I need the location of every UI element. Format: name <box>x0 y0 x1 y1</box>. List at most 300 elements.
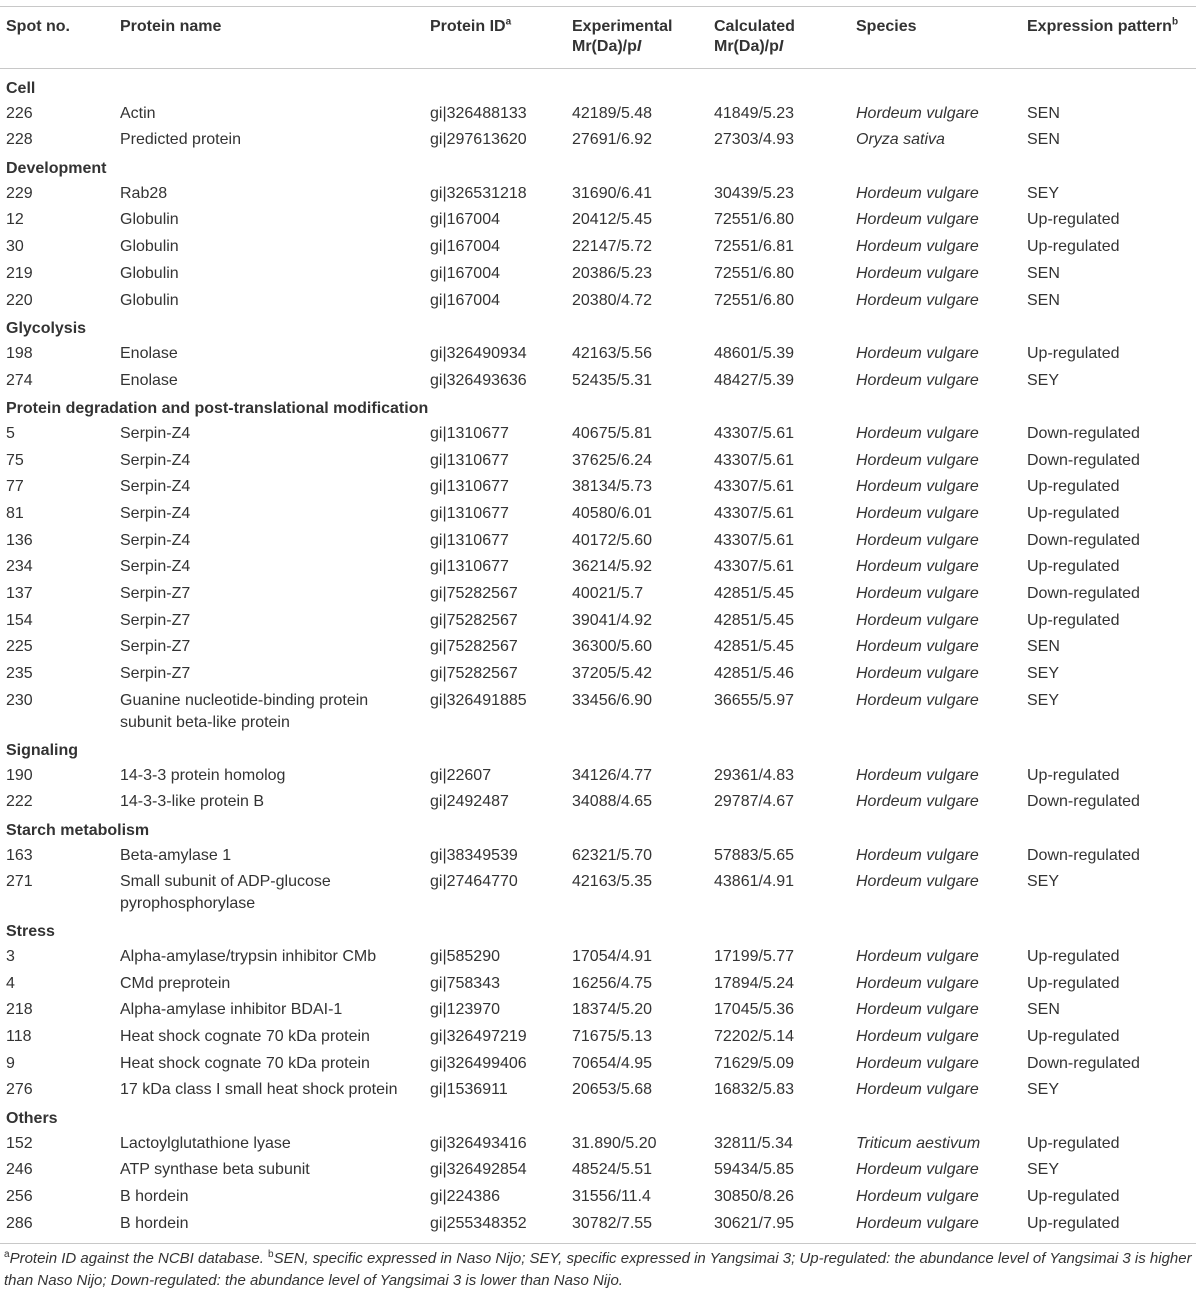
section-title: Stress <box>6 923 55 941</box>
table-row <box>0 127 1196 154</box>
cell-protein-name: Heat shock cognate 70 kDa protein <box>120 1028 370 1045</box>
cell-experimental-mr-pi: 37205/5.42 <box>572 665 653 683</box>
cell-protein-name: Enolase <box>120 371 178 389</box>
cell-protein-name: Serpin-Z4 <box>120 505 191 522</box>
cell-protein-id: gi|1536911 <box>430 1081 508 1099</box>
cell-experimental-mr-pi: 31690/6.41 <box>572 184 653 202</box>
cell-protein-id: gi|27464770 <box>430 873 518 891</box>
cell-species: Hordeum vulgare <box>856 585 979 603</box>
cell-protein-id: gi|75282567 <box>430 585 518 603</box>
cell-species: Hordeum vulgare <box>856 558 979 576</box>
cell-experimental-mr-pi: 40172/5.60 <box>572 531 653 549</box>
cell-spot-no: 246 <box>6 1161 33 1179</box>
cell-calculated-mr-pi: 43307/5.61 <box>714 531 795 549</box>
cell-species: Hordeum vulgare <box>856 1081 979 1099</box>
cell-spot-no: 75 <box>6 451 24 469</box>
cell-spot-no: 154 <box>6 611 33 629</box>
cell-spot-no: 226 <box>6 104 33 122</box>
cell-species: Hordeum vulgare <box>856 184 979 202</box>
cell-spot-no: 163 <box>6 846 33 864</box>
table-row <box>0 1184 1196 1211</box>
cell-expression-pattern: Up-regulated <box>1027 238 1120 256</box>
cell-spot-no: 219 <box>6 264 33 282</box>
cell-calculated-mr-pi: 16832/5.83 <box>714 1081 795 1099</box>
cell-spot-no: 271 <box>6 873 33 891</box>
cell-experimental-mr-pi: 70654/4.95 <box>572 1054 653 1072</box>
cell-spot-no: 152 <box>6 1134 33 1152</box>
table-row <box>0 234 1196 261</box>
cell-calculated-mr-pi: 43861/4.91 <box>714 873 795 891</box>
cell-experimental-mr-pi: 48524/5.51 <box>572 1161 653 1179</box>
cell-protein-name: Serpin-Z7 <box>120 611 191 629</box>
cell-expression-pattern: Down-regulated <box>1027 585 1140 603</box>
table-row <box>0 1131 1196 1158</box>
cell-calculated-mr-pi: 72551/6.81 <box>714 238 795 256</box>
header-spot: Spot no. <box>0 7 114 69</box>
table-row <box>0 261 1196 288</box>
cell-spot-no: 225 <box>6 638 33 656</box>
table-row <box>0 1024 1196 1051</box>
cell-expression-pattern: Up-regulated <box>1027 1188 1120 1206</box>
table-row <box>0 1051 1196 1078</box>
cell-calculated-mr-pi: 17199/5.77 <box>714 947 795 965</box>
cell-expression-pattern: SEY <box>1027 184 1060 202</box>
cell-protein-name: Globulin <box>120 264 179 282</box>
header-protein-id: Protein $ID^a$ <box>424 7 566 69</box>
cell-protein-id: gi|1310677 <box>430 424 509 442</box>
table-row <box>0 448 1196 475</box>
cell-species: Hordeum vulgare <box>856 478 979 496</box>
cell-protein-id: gi|1310677 <box>430 505 509 522</box>
cell-expression-pattern: SEY <box>1027 1161 1060 1179</box>
cell-spot-no: 228 <box>6 131 33 149</box>
table-row <box>0 207 1196 234</box>
cell-spot-no: 3 <box>6 947 15 965</box>
section-title: Signaling <box>6 741 78 759</box>
cell-species: Hordeum vulgare <box>856 211 979 229</box>
cell-species: Hordeum vulgare <box>856 1054 979 1072</box>
cell-calculated-mr-pi: 30439/5.23 <box>714 184 795 202</box>
cell-expression-pattern: Up-regulated <box>1027 1214 1120 1232</box>
table-row <box>0 368 1196 395</box>
cell-expression-pattern: Up-regulated <box>1027 344 1120 362</box>
cell-protein-name: Serpin-Z7 <box>120 638 191 656</box>
section-row <box>0 69 1196 101</box>
cell-protein-id: gi|326493416 <box>430 1134 527 1152</box>
cell-experimental-mr-pi: 31556/11.4 <box>572 1188 651 1206</box>
cell-protein-id: gi|75282567 <box>430 638 518 656</box>
cell-calculated-mr-pi: 57883/5.65 <box>714 846 795 864</box>
cell-protein-id: gi|167004 <box>430 291 500 309</box>
cell-spot-no: 12 <box>6 211 24 229</box>
cell-species: Hordeum vulgare <box>856 291 979 309</box>
cell-species: Hordeum vulgare <box>856 531 979 549</box>
cell-species: Hordeum vulgare <box>856 505 979 522</box>
cell-spot-no: 286 <box>6 1214 33 1232</box>
cell-calculated-mr-pi: 43307/5.61 <box>714 478 795 496</box>
cell-expression-pattern: Up-regulated <box>1027 211 1120 229</box>
cell-calculated-mr-pi: 43307/5.61 <box>714 558 795 576</box>
table-body <box>0 69 1196 1242</box>
cell-protein-id: gi|1310677 <box>430 531 509 549</box>
cell-spot-no: 274 <box>6 371 33 389</box>
cell-spot-no: 81 <box>6 505 24 522</box>
table-row <box>0 101 1196 128</box>
cell-experimental-mr-pi: 52435/5.31 <box>572 371 653 389</box>
cell-expression-pattern: SEN <box>1027 291 1060 309</box>
cell-spot-no: 256 <box>6 1188 33 1206</box>
cell-expression-pattern: Down-regulated <box>1027 531 1140 549</box>
header-experimental: Experimental Mr(Da)/pI <box>566 7 708 69</box>
cell-experimental-mr-pi: 38134/5.73 <box>572 478 653 496</box>
cell-protein-id: gi|585290 <box>430 947 500 965</box>
cell-spot-no: 137 <box>6 585 33 603</box>
cell-protein-name: Serpin-Z4 <box>120 478 191 496</box>
cell-protein-name: Alpha-amylase inhibitor BDAI-1 <box>120 1001 343 1019</box>
cell-calculated-mr-pi: 59434/5.85 <box>714 1161 795 1179</box>
cell-calculated-mr-pi: 48427/5.39 <box>714 371 795 389</box>
cell-expression-pattern: Up-regulated <box>1027 611 1120 629</box>
cell-protein-id: gi|2492487 <box>430 793 509 811</box>
cell-protein-name: Globulin <box>120 291 179 309</box>
cell-protein-id: gi|1310677 <box>430 558 509 576</box>
cell-protein-id: gi|758343 <box>430 974 500 992</box>
cell-protein-name: Globulin <box>120 211 179 229</box>
cell-protein-id: gi|167004 <box>430 211 500 229</box>
section-title: Protein degradation and post-translational modification <box>6 400 429 418</box>
cell-calculated-mr-pi: 71629/5.09 <box>714 1054 795 1072</box>
cell-calculated-mr-pi: 17045/5.36 <box>714 1001 795 1019</box>
table-header <box>0 7 1196 69</box>
cell-calculated-mr-pi: 30850/8.26 <box>714 1188 795 1206</box>
cell-protein-name: CMd preprotein <box>120 974 231 992</box>
cell-protein-name: Heat shock cognate 70 kDa protein <box>120 1054 370 1072</box>
table-row <box>0 554 1196 581</box>
cell-calculated-mr-pi: 36655/5.97 <box>714 691 795 709</box>
cell-spot-no: 4 <box>6 974 15 992</box>
cell-expression-pattern: Up-regulated <box>1027 505 1120 522</box>
table-row <box>0 288 1196 315</box>
section-row <box>0 394 1196 421</box>
cell-calculated-mr-pi: 32811/5.34 <box>714 1134 793 1152</box>
cell-protein-id: gi|1310677 <box>430 451 509 469</box>
cell-species: Hordeum vulgare <box>856 766 979 784</box>
cell-spot-no: 77 <box>6 478 24 496</box>
table-row <box>0 634 1196 661</box>
cell-experimental-mr-pi: 34088/4.65 <box>572 793 653 811</box>
cell-calculated-mr-pi: 42851/5.45 <box>714 638 795 656</box>
cell-expression-pattern: Up-regulated <box>1027 1028 1120 1045</box>
section-row <box>0 1104 1196 1131</box>
cell-calculated-mr-pi: 72551/6.80 <box>714 291 795 309</box>
cell-protein-name: Beta-amylase 1 <box>120 846 232 864</box>
table-row <box>0 528 1196 555</box>
section-title: Development <box>6 160 107 178</box>
cell-expression-pattern: SEN <box>1027 638 1060 656</box>
section-title: Starch metabolism <box>6 821 150 839</box>
cell-spot-no: 9 <box>6 1054 15 1072</box>
header-expression-pattern: Expression pattern$^b$ <box>1021 7 1196 69</box>
cell-protein-id: gi|167004 <box>430 238 500 256</box>
cell-expression-pattern: Up-regulated <box>1027 478 1120 496</box>
cell-expression-pattern: Up-regulated <box>1027 558 1120 576</box>
header-calculated: Calculated Mr(Da)/pI <box>708 7 850 69</box>
cell-protein-id: gi|167004 <box>430 264 500 282</box>
section-row <box>0 816 1196 843</box>
cell-protein-name: Enolase <box>120 344 178 362</box>
cell-spot-no: 230 <box>6 691 33 709</box>
cell-calculated-mr-pi: 48601/5.39 <box>714 344 795 362</box>
cell-protein-name: B hordein <box>120 1214 189 1232</box>
cell-calculated-mr-pi: 17894/5.24 <box>714 974 795 992</box>
cell-protein-id: gi|75282567 <box>430 611 518 629</box>
cell-experimental-mr-pi: 27691/6.92 <box>572 131 653 149</box>
protein-table <box>0 6 1196 1242</box>
section-row <box>0 736 1196 763</box>
table-row <box>0 688 1196 736</box>
cell-protein-id: gi|297613620 <box>430 131 527 149</box>
cell-experimental-mr-pi: 42163/5.35 <box>572 873 653 891</box>
cell-experimental-mr-pi: 39041/4.92 <box>572 611 653 629</box>
cell-species: Hordeum vulgare <box>856 344 979 362</box>
table-row <box>0 608 1196 635</box>
cell-species: Hordeum vulgare <box>856 873 979 891</box>
cell-species: Hordeum vulgare <box>856 846 979 864</box>
table-footnote: $^a$Protein ID against the NCBI database. $^b$SEN, specific expressed in Naso Nijo; SEY, specific expressed in Yangsimai 3; Up-regulated: the abundance level of Yangsimai 3 is higher than Naso Nijo; Down-regulated: the abundance level of Yangsimai 3 is lower than Naso Nijo. <box>4 1249 1192 1289</box>
cell-protein-id: gi|326497219 <box>430 1028 527 1045</box>
table-row <box>0 474 1196 501</box>
cell-species: Hordeum vulgare <box>856 638 979 656</box>
cell-expression-pattern: SEY <box>1027 1081 1060 1099</box>
cell-species: Hordeum vulgare <box>856 793 979 811</box>
cell-spot-no: 198 <box>6 344 33 362</box>
cell-experimental-mr-pi: 34126/4.77 <box>572 766 653 784</box>
table-row <box>0 944 1196 971</box>
cell-expression-pattern: SEY <box>1027 665 1060 683</box>
cell-experimental-mr-pi: 20412/5.45 <box>572 211 653 229</box>
cell-expression-pattern: SEY <box>1027 691 1060 709</box>
cell-protein-name: Serpin-Z7 <box>120 585 191 603</box>
cell-calculated-mr-pi: 29787/4.67 <box>714 793 795 811</box>
section-row <box>0 154 1196 181</box>
cell-spot-no: 118 <box>6 1028 32 1045</box>
cell-protein-name: Rab28 <box>120 184 168 202</box>
cell-protein-id: gi|123970 <box>430 1001 500 1019</box>
table-row <box>0 501 1196 528</box>
cell-species: Triticum aestivum <box>856 1134 981 1152</box>
cell-expression-pattern: SEN <box>1027 264 1060 282</box>
cell-experimental-mr-pi: 36300/5.60 <box>572 638 653 656</box>
cell-calculated-mr-pi: 43307/5.61 <box>714 505 795 522</box>
cell-expression-pattern: Down-regulated <box>1027 846 1140 864</box>
cell-protein-id: gi|326493636 <box>430 371 527 389</box>
cell-expression-pattern: Down-regulated <box>1027 424 1140 442</box>
cell-protein-name: Serpin-Z7 <box>120 665 191 683</box>
cell-protein-name: Predicted protein <box>120 131 241 149</box>
cell-protein-name: Serpin-Z4 <box>120 424 191 442</box>
table-row <box>0 1157 1196 1184</box>
cell-species: Hordeum vulgare <box>856 238 979 256</box>
cell-protein-id: gi|326488133 <box>430 104 527 122</box>
table-row <box>0 997 1196 1024</box>
table-row <box>0 341 1196 368</box>
cell-spot-no: 229 <box>6 184 33 202</box>
table-row <box>0 1077 1196 1104</box>
cell-expression-pattern: Down-regulated <box>1027 451 1140 469</box>
cell-species: Hordeum vulgare <box>856 665 979 683</box>
cell-experimental-mr-pi: 17054/4.91 <box>572 947 653 965</box>
cell-expression-pattern: Up-regulated <box>1027 1134 1120 1152</box>
cell-experimental-mr-pi: 20380/4.72 <box>572 291 653 309</box>
cell-species: Hordeum vulgare <box>856 424 979 442</box>
cell-calculated-mr-pi: 72202/5.14 <box>714 1028 795 1045</box>
cell-protein-name: ATP synthase beta subunit <box>120 1161 310 1179</box>
cell-protein-id: gi|326490934 <box>430 344 527 362</box>
table-row <box>0 1211 1196 1242</box>
cell-calculated-mr-pi: 42851/5.45 <box>714 585 795 603</box>
cell-expression-pattern: Down-regulated <box>1027 793 1140 811</box>
cell-experimental-mr-pi: 40675/5.81 <box>572 424 653 442</box>
cell-expression-pattern: SEY <box>1027 873 1060 891</box>
cell-species: Hordeum vulgare <box>856 104 979 122</box>
cell-spot-no: 220 <box>6 291 33 309</box>
cell-spot-no: 5 <box>6 424 15 442</box>
cell-experimental-mr-pi: 31.890/5.20 <box>572 1134 657 1152</box>
table-row <box>0 971 1196 998</box>
table-row <box>0 581 1196 608</box>
cell-experimental-mr-pi: 20653/5.68 <box>572 1081 653 1099</box>
cell-protein-id: gi|326499406 <box>430 1054 527 1072</box>
cell-calculated-mr-pi: 42851/5.46 <box>714 665 795 683</box>
header-species: Species <box>850 7 1021 69</box>
cell-spot-no: 190 <box>6 766 33 784</box>
table-row <box>0 763 1196 790</box>
cell-protein-name: Serpin-Z4 <box>120 558 191 576</box>
cell-protein-id: gi|326492854 <box>430 1161 527 1179</box>
cell-calculated-mr-pi: 72551/6.80 <box>714 211 795 229</box>
section-row <box>0 917 1196 944</box>
cell-species: Hordeum vulgare <box>856 1161 979 1179</box>
cell-experimental-mr-pi: 42189/5.48 <box>572 104 653 122</box>
cell-spot-no: 30 <box>6 238 24 256</box>
cell-protein-name: Small subunit of ADP-glucose pyrophosphorylase <box>120 873 331 913</box>
cell-protein-id: gi|1310677 <box>430 478 509 496</box>
table-bottom-rule <box>0 1243 1196 1244</box>
cell-spot-no: 276 <box>6 1081 33 1099</box>
cell-calculated-mr-pi: 72551/6.80 <box>714 264 795 282</box>
cell-species: Hordeum vulgare <box>856 264 979 282</box>
cell-species: Hordeum vulgare <box>856 1028 979 1045</box>
cell-experimental-mr-pi: 22147/5.72 <box>572 238 653 256</box>
cell-species: Hordeum vulgare <box>856 1214 979 1232</box>
cell-calculated-mr-pi: 43307/5.61 <box>714 451 795 469</box>
table-row <box>0 869 1196 917</box>
cell-calculated-mr-pi: 43307/5.61 <box>714 424 795 442</box>
cell-calculated-mr-pi: 27303/4.93 <box>714 131 795 149</box>
cell-experimental-mr-pi: 36214/5.92 <box>572 558 653 576</box>
cell-protein-id: gi|22607 <box>430 766 492 784</box>
cell-protein-name: Serpin-Z4 <box>120 451 191 469</box>
cell-species: Hordeum vulgare <box>856 691 979 709</box>
cell-experimental-mr-pi: 20386/5.23 <box>572 264 653 282</box>
cell-protein-name: B hordein <box>120 1188 189 1206</box>
cell-protein-name: Lactoylglutathione lyase <box>120 1134 291 1152</box>
cell-experimental-mr-pi: 18374/5.20 <box>572 1001 653 1019</box>
section-title: Others <box>6 1110 58 1128</box>
cell-protein-name: Alpha-amylase/trypsin inhibitor CMb <box>120 947 377 965</box>
cell-protein-name: 14-3-3 protein homolog <box>120 766 286 784</box>
header-protein-name: Protein name <box>114 7 424 69</box>
section-title: Glycolysis <box>6 320 87 338</box>
cell-spot-no: 218 <box>6 1001 33 1019</box>
cell-species: Hordeum vulgare <box>856 947 979 965</box>
cell-expression-pattern: Up-regulated <box>1027 947 1120 965</box>
cell-species: Oryza sativa <box>856 131 945 149</box>
cell-experimental-mr-pi: 62321/5.70 <box>572 846 653 864</box>
cell-experimental-mr-pi: 71675/5.13 <box>572 1028 653 1045</box>
cell-expression-pattern: Up-regulated <box>1027 766 1120 784</box>
cell-spot-no: 136 <box>6 531 33 549</box>
cell-calculated-mr-pi: 42851/5.45 <box>714 611 795 629</box>
cell-protein-id: gi|326491885 <box>430 691 527 709</box>
cell-protein-name: Serpin-Z4 <box>120 531 191 549</box>
section-row <box>0 314 1196 341</box>
cell-expression-pattern: SEN <box>1027 131 1060 149</box>
cell-calculated-mr-pi: 30621/7.95 <box>714 1214 795 1232</box>
section-title: Cell <box>6 80 36 97</box>
cell-experimental-mr-pi: 40021/5.7 <box>572 585 644 603</box>
cell-species: Hordeum vulgare <box>856 1188 979 1206</box>
cell-protein-name: 17 kDa class I small heat shock protein <box>120 1081 398 1099</box>
cell-species: Hordeum vulgare <box>856 974 979 992</box>
cell-protein-name: Guanine nucleotide-binding protein subunit beta-like protein <box>120 691 369 731</box>
cell-protein-id: gi|75282567 <box>430 665 518 683</box>
cell-protein-id: gi|38349539 <box>430 846 518 864</box>
table-row <box>0 661 1196 688</box>
cell-species: Hordeum vulgare <box>856 371 979 389</box>
cell-expression-pattern: Down-regulated <box>1027 1054 1140 1072</box>
cell-experimental-mr-pi: 40580/6.01 <box>572 505 653 522</box>
cell-species: Hordeum vulgare <box>856 451 979 469</box>
cell-spot-no: 234 <box>6 558 33 576</box>
cell-expression-pattern: SEN <box>1027 1001 1060 1019</box>
cell-expression-pattern: SEY <box>1027 371 1060 389</box>
cell-experimental-mr-pi: 37625/6.24 <box>572 451 653 469</box>
cell-calculated-mr-pi: 41849/5.23 <box>714 104 795 122</box>
cell-protein-id: gi|224386 <box>430 1188 500 1206</box>
cell-protein-name: Actin <box>120 104 156 122</box>
table-row <box>0 181 1196 208</box>
cell-experimental-mr-pi: 30782/7.55 <box>572 1214 653 1232</box>
cell-experimental-mr-pi: 42163/5.56 <box>572 344 653 362</box>
cell-protein-name: Globulin <box>120 238 179 256</box>
cell-calculated-mr-pi: 29361/4.83 <box>714 766 795 784</box>
table-row <box>0 843 1196 870</box>
table-row <box>0 789 1196 816</box>
cell-expression-pattern: SEN <box>1027 104 1060 122</box>
cell-species: Hordeum vulgare <box>856 1001 979 1019</box>
cell-protein-name: 14-3-3-like protein B <box>120 793 265 811</box>
cell-protein-id: gi|326531218 <box>430 184 527 202</box>
cell-spot-no: 222 <box>6 793 33 811</box>
cell-protein-id: gi|255348352 <box>430 1214 527 1232</box>
cell-expression-pattern: Up-regulated <box>1027 974 1120 992</box>
cell-species: Hordeum vulgare <box>856 611 979 629</box>
cell-experimental-mr-pi: 16256/4.75 <box>572 974 653 992</box>
cell-experimental-mr-pi: 33456/6.90 <box>572 691 653 709</box>
table-row <box>0 421 1196 448</box>
cell-spot-no: 235 <box>6 665 33 683</box>
